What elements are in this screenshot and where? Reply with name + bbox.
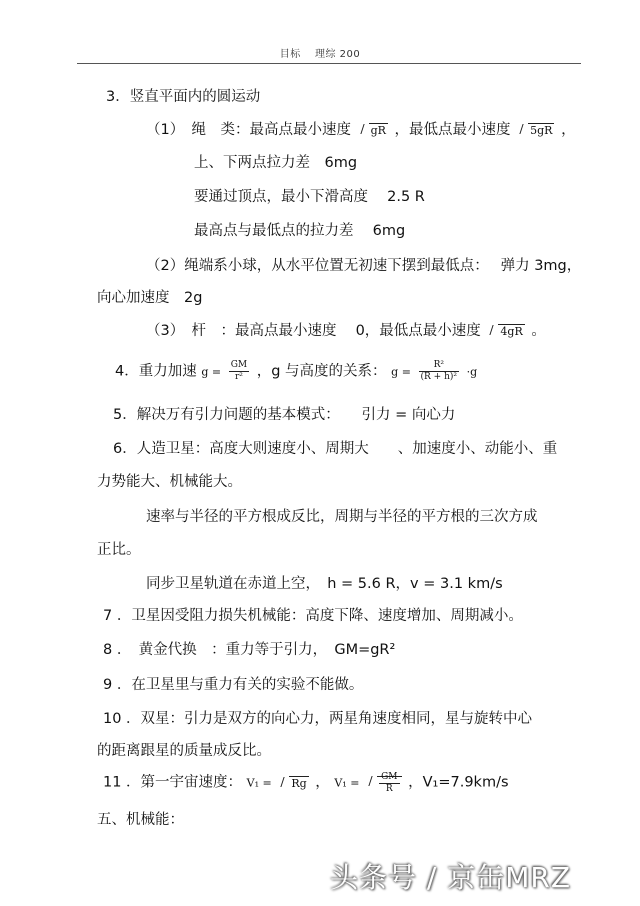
watermark: 头条号 / 京缶MRZ (330, 861, 572, 894)
rod-line: （3） 杆 ：最高点最小速度 0，最低点最小速度 4gR 。 (146, 321, 546, 342)
centripetal-acc-line: 向心加速度 2g (97, 290, 203, 306)
sqrt-rg: Rg (278, 773, 308, 794)
pendulum-line: （2）绳端系小球，从水平位置无初速下摆到最低点： 弹力 3mg， (146, 258, 582, 274)
satellite-line-cont: 力势能大、机械能大。 (97, 474, 242, 490)
drag-line: 7 ．卫星因受阻力损失机械能：高度下降、速度增加、周期减小。 (103, 608, 523, 624)
tension-diff-line: 上、下两点拉力差 6mg (194, 155, 358, 171)
geo-satellite-line: 同步卫星轨道在赤道上空， h = 5.6 R，v = 3.1 km/s (146, 576, 503, 592)
first-cosmic-velocity-line: 11 ．第一宇宙速度： V₁ = Rg ， V₁ = $\frac{GM}{R}$ ，V₁=7.9km/s (103, 772, 509, 794)
binary-star-line-cont: 的距离跟星的质量成反比。 (97, 743, 271, 759)
r2-over-rh2: $\frac{\text{R²}}{\text{(R + h)²}}$ (420, 360, 457, 382)
speed-radius-line-cont: 正比。 (97, 542, 141, 558)
binary-star-line: 10 ．双星：引力是双方的向心力，两星角速度相同，星与旋转中心 (103, 711, 533, 727)
rope-min-speed-line: （1） 绳 类：最高点最小速度 gR ，最低点最小速度 5gR ， (146, 120, 576, 141)
top-bottom-tension-line: 最高点与最低点的拉力差 6mg (194, 223, 406, 239)
min-height-line: 要通过顶点，最小下滑高度 2.5 R (194, 189, 425, 205)
section-3-title: 3．竖直平面内的圆运动 (106, 89, 261, 105)
sqrt-5gr: 5gR (517, 120, 554, 141)
rope-bottom-label: ，最低点最小速度 (394, 122, 511, 138)
satellite-line: 6．人造卫星：高度大则速度小、周期大 、加速度小、动能小、重 (113, 441, 558, 457)
section-5-title: 五、机械能： (97, 812, 184, 828)
speed-radius-line: 速率与半径的平方根成反比，周期与半径的平方根的三次方成 (146, 509, 538, 525)
gravity-accel-line: 4．重力加速 g = $\frac{GM}{\text{r²}}$ ，g 与高度的关系： g = $\frac{\text{R²}}{\text{(R + h)²}}$ ·g (115, 360, 478, 382)
sqrt-4gr: 4gR (487, 321, 524, 342)
gm-over-r2: $\frac{GM}{\text{r²}}$ (230, 360, 248, 382)
basic-model-line: 5．解决万有引力问题的基本模式： 引力 = 向心力 (113, 407, 456, 423)
sqrt-gm-over-r: $\frac{GM}{R}$ (366, 772, 401, 795)
header-rule (77, 63, 581, 64)
experiment-line: 9 ．在卫星里与重力有关的实验不能做。 (103, 677, 364, 693)
page-header: 目标 理综 200 (279, 49, 361, 60)
sqrt-gr: gR (358, 120, 388, 141)
golden-substitution-line: 8 ． 黄金代换 ：重力等于引力， GM=gR² (103, 642, 396, 658)
rope-label: （1） 绳 类：最高点最小速度 (146, 122, 351, 138)
